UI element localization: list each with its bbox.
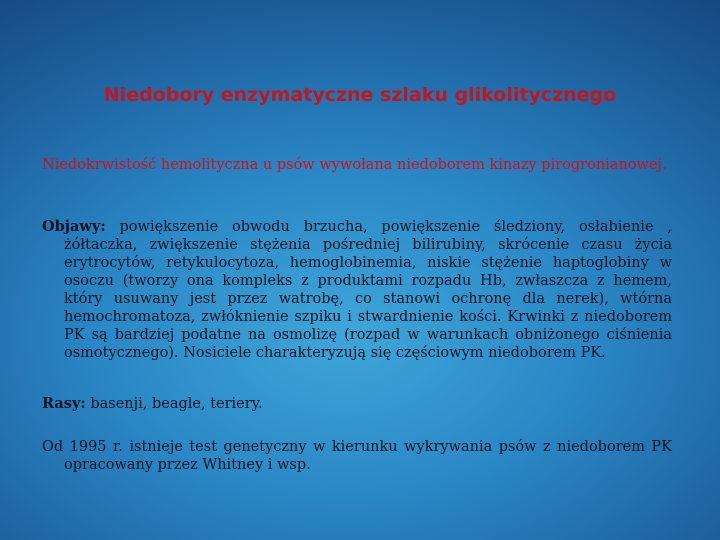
symptoms-paragraph <box>42 218 672 362</box>
breeds-text: basenji, beagle, teriery. <box>85 396 263 412</box>
breeds-paragraph <box>42 395 672 413</box>
intro-paragraph: Niedokrwistość hemolityczna u psów wywołana niedoborem kinazy pirogronianowej. <box>42 157 667 173</box>
breeds-label: Rasy: <box>42 395 86 412</box>
symptoms-text: powiększenie obwodu brzucha, powiększenie śledziony, osłabienie , żółtaczka, zwiększenie stężenia pośredniej bilirubiny, skrócenie czasu życia erytrocytów, retykulocytoza, hemoglobinemia, niskie stężenie haptoglobiny w osoczu (tworzy ona kompleks z produktami rozpadu Hb, zwłaszcza z hemem, który usuwany jest przez watrobę, co stanowi ochronę dla nerek), wtórna hemochromatoza, zwłóknienie szpiku i stwardnienie kości. Krwinki z niedoborem PK są bardziej podatne na osmolizę (rozpad w warunkach obniżonego ciśnienia osmotycznego). Nosiciele charakteryzują się częściowym niedoborem PK. <box>64 219 672 361</box>
slide-title: Niedobory enzymatyczne szlaku glikolitycznego <box>103 84 617 106</box>
genetic-test-paragraph: Od 1995 r. istnieje test genetyczny w kierunku wykrywania psów z niedoborem PK opracowany przez Whitney i wsp. <box>42 439 672 473</box>
symptoms-label: Objawy: <box>42 218 106 235</box>
